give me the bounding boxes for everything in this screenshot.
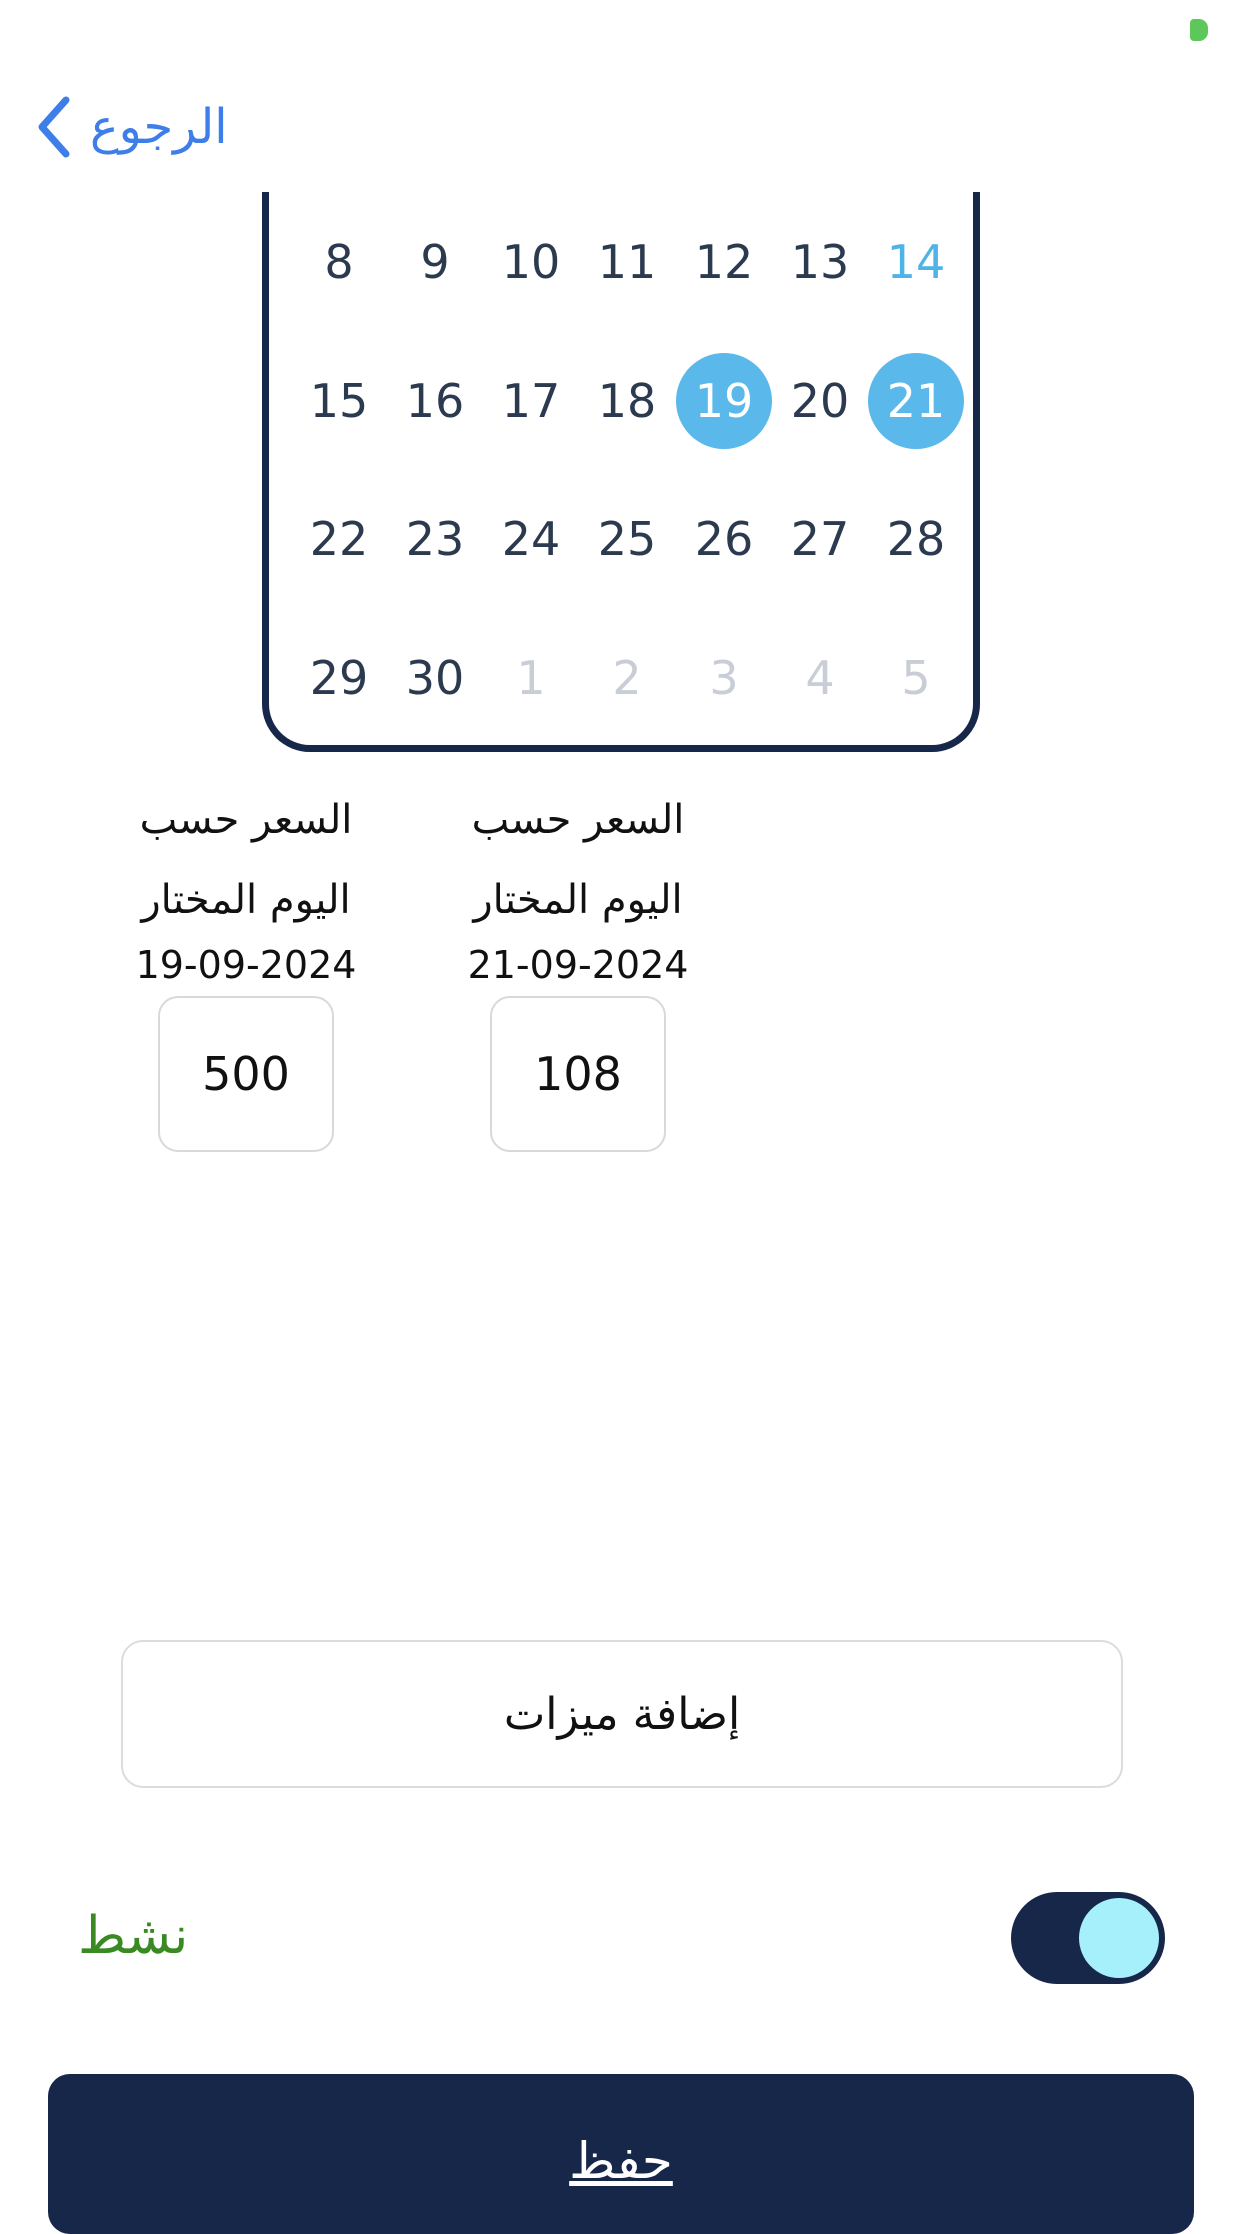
price-label-line2: اليوم المختار <box>141 877 351 923</box>
calendar-day[interactable]: 23 <box>405 512 465 566</box>
calendar-day[interactable]: 2 <box>612 651 642 705</box>
price-card-2 <box>458 797 698 1152</box>
price-input[interactable]: 108 <box>490 996 666 1152</box>
price-card-1 <box>126 797 366 1152</box>
calendar-day[interactable]: 16 <box>405 374 465 428</box>
price-label-line1: السعر حسب <box>139 797 353 843</box>
calendar-day[interactable]: 22 <box>309 512 369 566</box>
calendar-day[interactable]: 14 <box>886 235 946 289</box>
price-date: 21-09-2024 <box>467 943 689 987</box>
back-button[interactable] <box>36 92 228 162</box>
calendar-day[interactable]: 30 <box>405 651 465 705</box>
toggle-knob <box>1079 1898 1159 1978</box>
calendar-day[interactable]: 11 <box>597 235 657 289</box>
price-label-line1: السعر حسب <box>471 797 685 843</box>
calendar <box>262 192 980 752</box>
calendar-day[interactable]: 15 <box>309 374 369 428</box>
calendar-day[interactable]: 28 <box>886 512 946 566</box>
calendar-day[interactable]: 8 <box>324 235 354 289</box>
chevron-left-icon <box>36 96 72 158</box>
calendar-day[interactable]: 12 <box>694 235 754 289</box>
save-button[interactable] <box>48 2074 1194 2234</box>
status-indicator <box>1190 19 1208 41</box>
save-label: حفظ <box>569 2132 673 2190</box>
calendar-day[interactable]: 25 <box>597 512 657 566</box>
calendar-day[interactable]: 20 <box>790 374 850 428</box>
add-features-button[interactable]: إضافة ميزات <box>121 1640 1123 1788</box>
calendar-day[interactable]: 9 <box>420 235 450 289</box>
calendar-day[interactable]: 26 <box>694 512 754 566</box>
calendar-day[interactable]: 18 <box>597 374 657 428</box>
price-date: 19-09-2024 <box>135 943 357 987</box>
calendar-day[interactable]: 24 <box>501 512 561 566</box>
price-label-line2: اليوم المختار <box>473 877 683 923</box>
calendar-day-selected[interactable]: 19 <box>676 353 772 449</box>
calendar-day[interactable]: 13 <box>790 235 850 289</box>
calendar-day[interactable]: 17 <box>501 374 561 428</box>
active-status-label: نشط <box>78 1906 189 1966</box>
calendar-day[interactable]: 10 <box>501 235 561 289</box>
calendar-day[interactable]: 5 <box>901 651 931 705</box>
calendar-day[interactable]: 1 <box>516 651 546 705</box>
calendar-day[interactable]: 27 <box>790 512 850 566</box>
calendar-day[interactable]: 4 <box>805 651 835 705</box>
back-label: الرجوع <box>90 99 228 155</box>
calendar-day-selected[interactable]: 21 <box>868 353 964 449</box>
calendar-day[interactable]: 3 <box>709 651 739 705</box>
price-input[interactable]: 500 <box>158 996 334 1152</box>
active-toggle[interactable] <box>1011 1892 1165 1984</box>
calendar-day[interactable]: 29 <box>309 651 369 705</box>
